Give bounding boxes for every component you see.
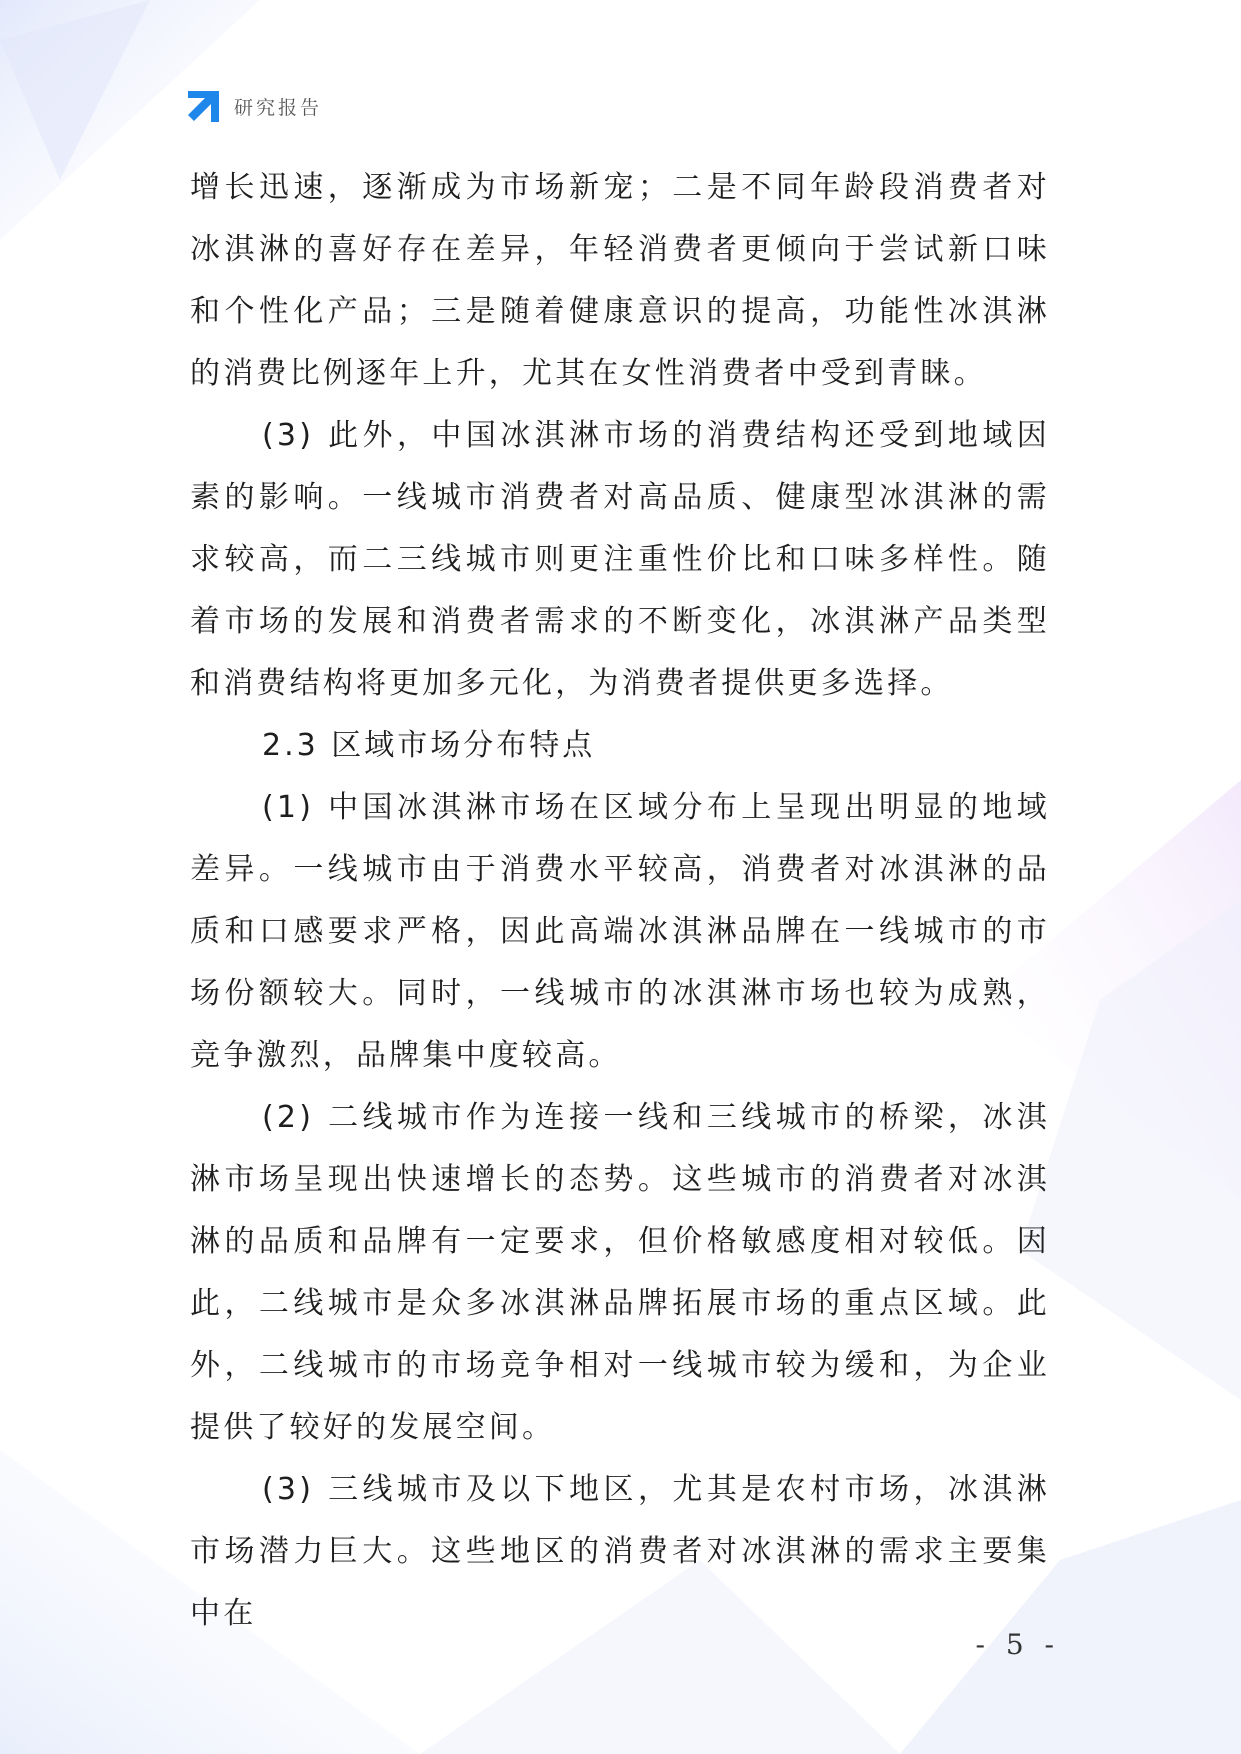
- paragraph: (2) 二线城市作为连接一线和三线城市的桥梁，冰淇淋市场呈现出快速增长的态势。这些城市的消费者对冰淇淋的品质和品牌有一定要求，但价格敏感度相对较低。因此，二线城市是众多冰淇淋品牌拓展市场的重点区域。此外，二线城市的市场竞争相对一线城市较为缓和，为企业提供了较好的发展空间。: [190, 1100, 1050, 1445]
- page-number: - 5 -: [975, 1628, 1060, 1661]
- paragraph: (3) 此外，中国冰淇淋市场的消费结构还受到地域因素的影响。一线城市消费者对高品质、健康型冰淇淋的需求较高，而二三线城市则更注重性价比和口味多样性。随着市场的发展和消费者需求的不断变化，冰淇淋产品类型和消费结构将更加多元化，为消费者提供更多选择。: [190, 418, 1050, 701]
- document-body: [190, 157, 1050, 1645]
- header-title: 研究报告: [234, 96, 323, 119]
- section-heading: 2.3 区域市场分布特点: [262, 728, 596, 763]
- paragraph-continuation: 增长迅速，逐渐成为市场新宠；二是不同年龄段消费者对冰淇淋的喜好存在差异，年轻消费者更倾向于尝试新口味和个性化产品；三是随着健康意识的提高，功能性冰淇淋的消费比例逐年上升，尤其在女性消费者中受到青睐。: [190, 170, 1050, 391]
- report-header: [186, 88, 322, 124]
- arrow-up-right-icon: [186, 88, 222, 124]
- paragraph: (3) 三线城市及以下地区，尤其是农村市场，冰淇淋市场潜力巨大。这些地区的消费者对冰淇淋的需求主要集中在: [190, 1472, 1050, 1631]
- paragraph: (1) 中国冰淇淋市场在区域分布上呈现出明显的地域差异。一线城市由于消费水平较高，消费者对冰淇淋的品质和口感要求严格，因此高端冰淇淋品牌在一线城市的市场份额较大。同时，一线城市的冰淇淋市场也较为成熟，竞争激烈，品牌集中度较高。: [190, 790, 1050, 1073]
